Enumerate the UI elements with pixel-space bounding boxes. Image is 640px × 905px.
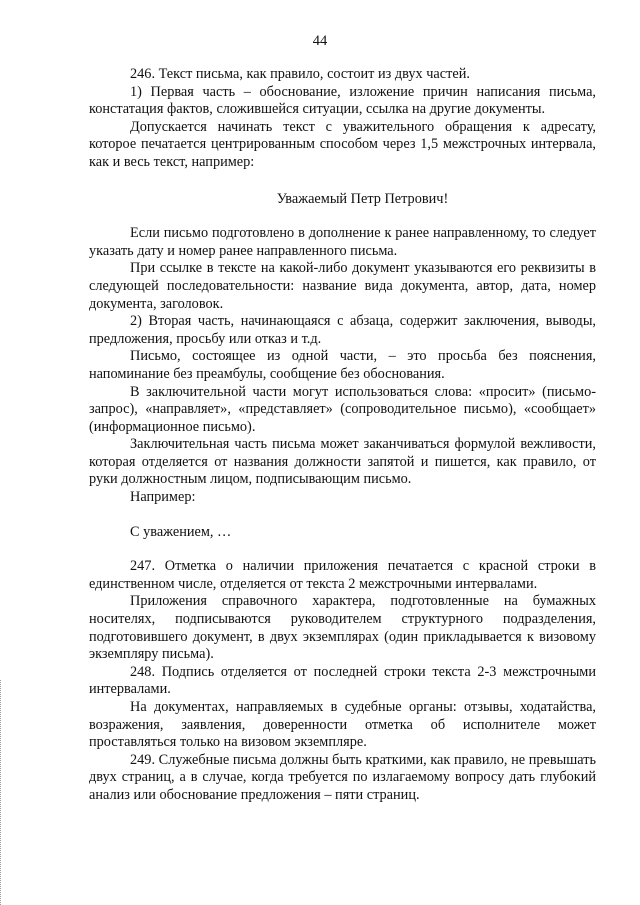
paragraph-salutation-rule: Допускается начинать текст с уважительного обращения к адресату, которое печатается центрированным способом через 1,5 межстрочных интервала, как и весь текст, например:	[89, 118, 596, 170]
paragraph-first-part: 1) Первая часть – обоснование, изложение причин написания письма, констатация фактов, сложившейся ситуации, ссылка на другие документы.	[89, 83, 596, 118]
closing-example: С уважением, …	[130, 523, 232, 540]
scan-edge-marks	[0, 680, 3, 905]
paragraph-249: 249. Служебные письма должны быть краткими, как правило, не превышать двух страниц, а в случае, когда требуется по излагаемому вопросу дать глубокий анализ или обоснование предложения – пяти страниц.	[89, 751, 596, 803]
paragraph-248: 248. Подпись отделяется от последней строки текста 2-3 межстрочными интервалами.	[89, 663, 596, 698]
paragraph-courtesy: Заключительная часть письма может заканчиваться формулой вежливости, которая отделяется от названия должности запятой и пишется, как правило, от руки должностным лицом, подписывающим письмо.	[89, 436, 596, 488]
document-body	[89, 66, 596, 805]
page-number: 44	[312, 33, 328, 49]
paragraph-247: 247. Отметка о наличии приложения печатается с красной строки в единственном числе, отделяется от текста 2 межстрочными интервалами.	[89, 558, 596, 592]
paragraph-example-label: Например:	[130, 489, 196, 506]
paragraph-single-part: Письмо, состоящее из одной части, – это просьба без пояснения, напоминание без преамбулы, сообщение без обоснования.	[89, 348, 596, 382]
paragraph-court: На документах, направляемых в судебные органы: отзывы, ходатайства, возражения, заявления, доверенности отметка об исполнителе может проставляться только на визовом экземпляре.	[89, 699, 596, 751]
paragraph-246: 246. Текст письма, как правило, состоит из двух частей.	[130, 66, 470, 82]
paragraph-closing-words: В заключительной части могут использоваться слова: «просит» (письмо-запрос), «направляет», «представляет» (сопроводительное письмо), «сообщает» (информационное письмо).	[89, 383, 596, 435]
paragraph-supplement: Если письмо подготовлено в дополнение к ранее направленному, то следует указать дату и номер ранее направленного письма.	[89, 225, 596, 259]
paragraph-appendix: Приложения справочного характера, подготовленные на бумажных носителях, подписываются руководителем структурного подразделения, подготовившего документ, в двух экземплярах (один прикладывается к визовому экземпляру письма).	[89, 593, 596, 663]
paragraph-reference: При ссылке в тексте на какой-либо документ указываются его реквизиты в следующей последовательности: название вида документа, автор, дата, номер документа, заголовок.	[89, 260, 596, 312]
salutation-example: Уважаемый Петр Петрович!	[276, 190, 449, 207]
paragraph-second-part: 2) Вторая часть, начинающаяся с абзаца, содержит заключения, выводы, предложения, просьбу или отказ и т.д.	[89, 313, 596, 347]
